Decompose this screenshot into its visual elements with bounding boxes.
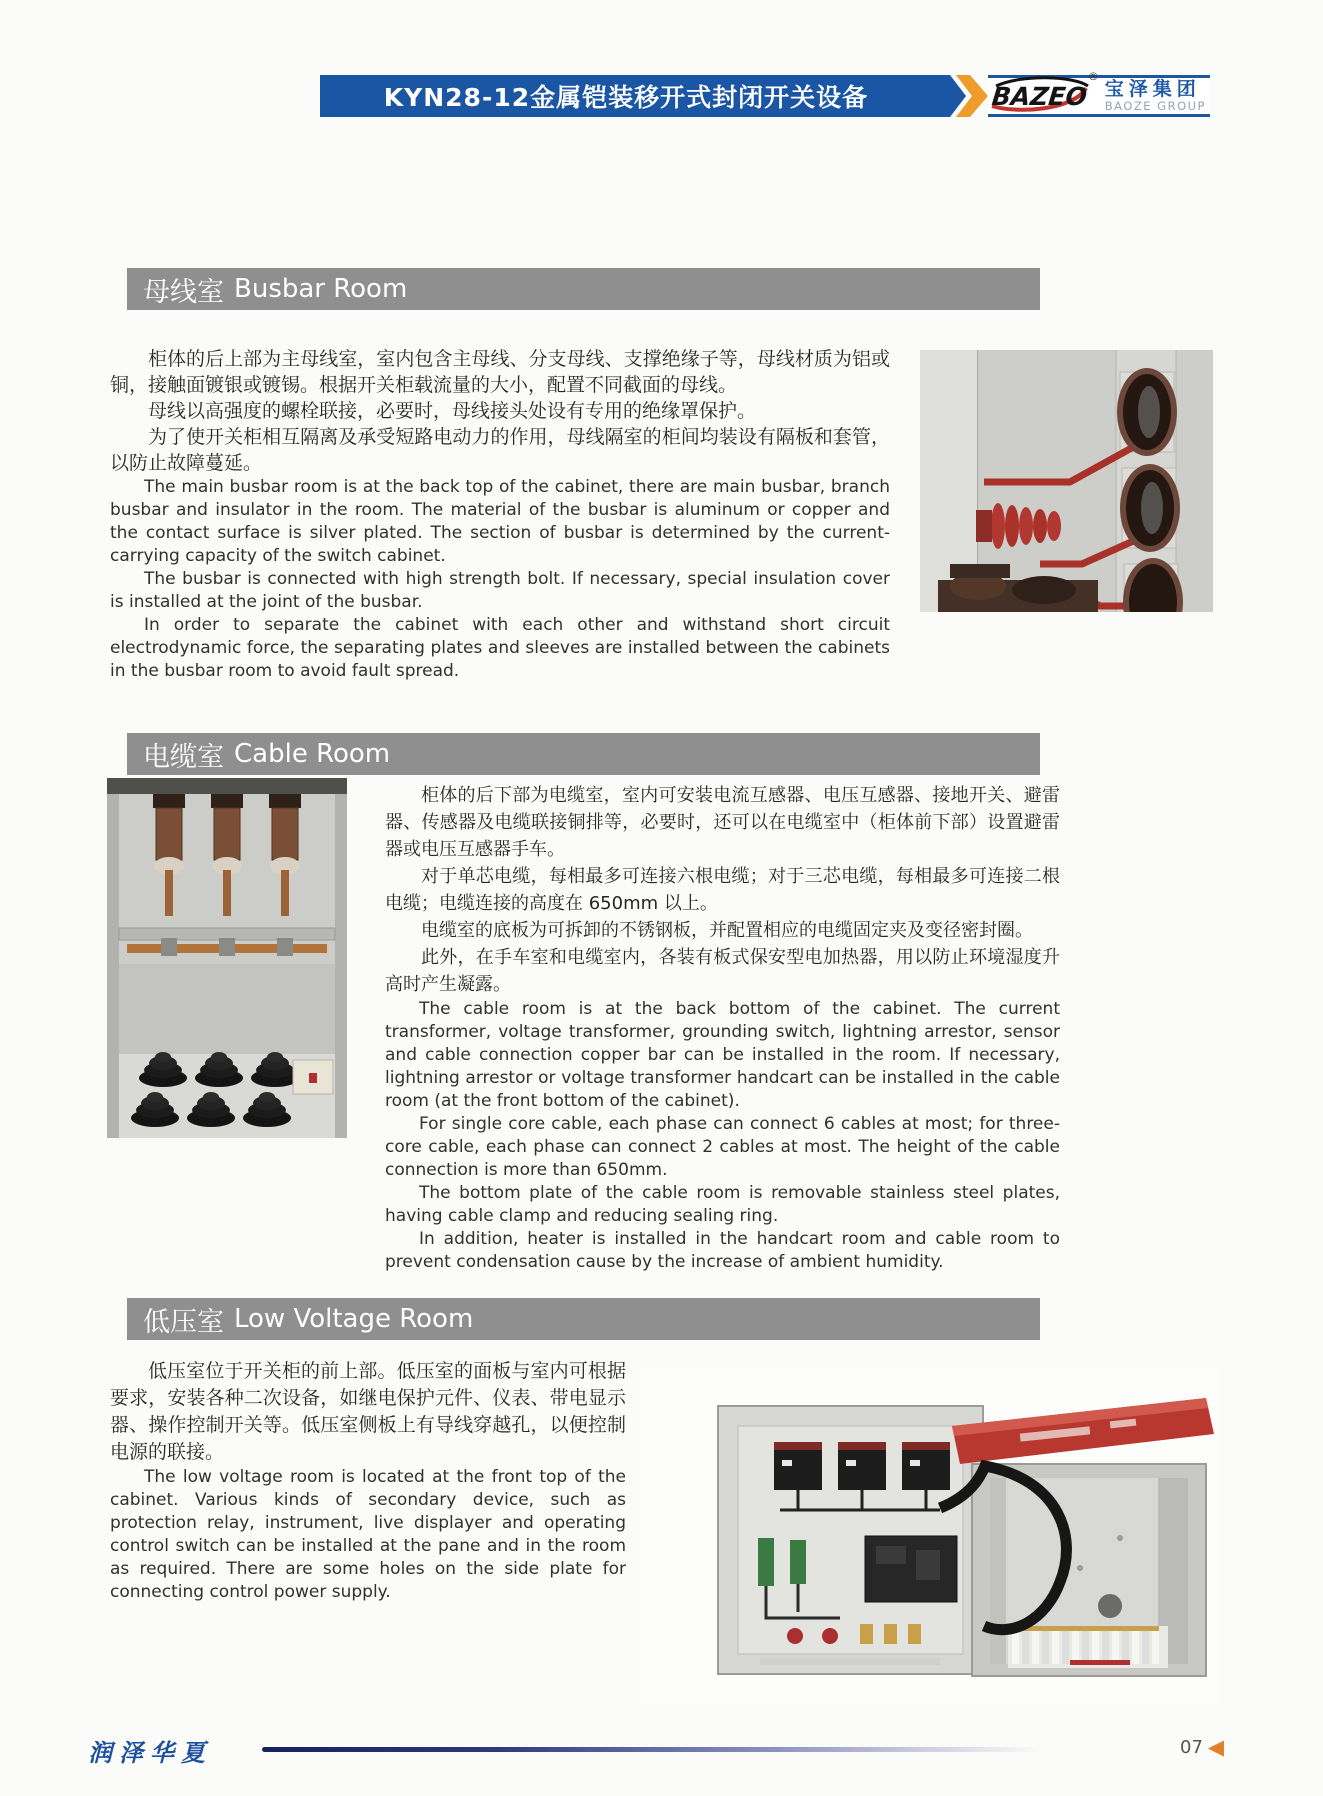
bushing-top: [1117, 368, 1177, 456]
page-title: KYN28-12金属铠装移开式封闭开关设备: [320, 75, 932, 117]
chevron-right-icon: [932, 75, 988, 117]
section-title-cn: 电缆室: [143, 741, 224, 773]
low-voltage-room-photo: [640, 1368, 1220, 1703]
paragraph: 低压室位于开关柜的前上部。低压室的面板与室内可根据要求，安装各种二次设备，如继电保护元件、仪表、带电显示器、操作控制开关等。低压室侧板上有导线穿越孔，以便控制电源的联接。: [110, 1360, 626, 1463]
page-number: 07: [1180, 1737, 1203, 1758]
paragraph: The busbar is connected with high strength bolt. If necessary, special insulation cover is installed at the joint of the busbar.: [110, 569, 890, 612]
busbar-text-block: [110, 346, 890, 683]
page-number-block: [1180, 1737, 1224, 1758]
section-title-cn: 母线室: [143, 276, 224, 308]
paragraph: In order to separate the cabinet with each other and withstand short circuit electrodynamic force, the separating plates and sleeves are installed between the cabinets in the busbar room to avoid fault spread.: [110, 615, 890, 681]
section-title-cn: 低压室: [143, 1306, 224, 1338]
relay-blocks: [774, 1442, 950, 1490]
low-voltage-text-block: [110, 1358, 626, 1604]
page-corner-arrow-icon: ◀: [1207, 1735, 1225, 1759]
paragraph: The main busbar room is at the back top of the cabinet, there are main busbar, branch busbar and insulator in the room. The material of the busbar is aluminum or copper and the contact surface is silver plated. The section of busbar is determined by the current-carrying capacity of the switch cabinet.: [110, 477, 890, 566]
section-title-en: Low Voltage Room: [234, 1304, 474, 1334]
paragraph: The bottom plate of the cable room is removable stainless steel plates, having cable clamp and reducing sealing ring.: [385, 1183, 1060, 1226]
paragraph: The cable room is at the back bottom of the cabinet. The current transformer, voltage transformer, grounding switch, lightning arrestor, sensor and cable connection copper bar can be installed in the room. If necessary, lightning arrestor or voltage transformer handcart can be installed in the cable room (at the front bottom of the cabinet).: [385, 999, 1060, 1111]
paragraph: In addition, heater is installed in the handcart room and cable room to prevent condensation cause by the increase of ambient humidity.: [385, 1229, 1060, 1272]
brand-logo: [988, 69, 1210, 117]
section-title-en: Busbar Room: [234, 274, 408, 304]
paragraph: 柜体的后上部为主母线室，室内包含主母线、分支母线、支撑绝缘子等，母线材质为铝或铜，接触面镀银或镀锡。根据开关柜载流量的大小，配置不同截面的母线。: [110, 348, 890, 396]
brand-name-cn: 宝泽集团: [1104, 78, 1201, 100]
cable-text-block: [385, 782, 1060, 1274]
cable-room-photo: [107, 778, 347, 1138]
logo-wordmark-wrap: [990, 69, 1099, 111]
paragraph: 母线以高强度的螺栓联接，必要时，母线接头处设有专用的绝缘罩保护。: [148, 400, 757, 422]
section-header-busbar: [127, 268, 1040, 310]
footer-brand: 润泽华夏: [88, 1738, 212, 1767]
paragraph: The low voltage room is located at the front top of the cabinet. Various kinds of secondary device, such as protection relay, instrument, live displayer and operating control switch can be installed at the pane and in the room as required. There are some holes on the side plate for connecting control power supply.: [110, 1467, 626, 1602]
cabinet-door: [718, 1406, 983, 1674]
busbar-room-photo: [920, 350, 1213, 612]
footer-rule: [262, 1747, 1040, 1752]
paragraph: 电缆室的底板为可拆卸的不锈钢板，并配置相应的电缆固定夹及变径密封圈。: [421, 920, 1033, 941]
paragraph: 对于单芯电缆，每相最多可连接六根电缆；对于三芯电缆，每相最多可连接二根电缆；电缆连接的高度在 650mm 以上。: [385, 866, 1060, 914]
section-title-en: Cable Room: [234, 739, 391, 769]
paragraph: For single core cable, each phase can connect 6 cables at most; for three-core cable, each phase can connect 2 cables at most. The height of the cable connection is more than 650mm.: [385, 1114, 1060, 1180]
logo-wordmark: BAZEO: [990, 81, 1089, 111]
paragraph: 为了使开关柜相互隔离及承受短路电动力的作用，母线隔室的柜间均装设有隔板和套管，以防止故障蔓延。: [110, 426, 890, 474]
logo-names: [1105, 80, 1206, 112]
cabinet-body: [972, 1464, 1206, 1676]
paragraph: 此外，在手车室和电缆室内，各装有板式保安型电加热器，用以防止环境湿度升高时产生凝露。: [385, 947, 1060, 995]
paragraph: 柜体的后下部为电缆室，室内可安装电流互感器、电压互感器、接地开关、避雷器、传感器及电缆联接铜排等，必要时，还可以在电缆室中（柜体前下部）设置避雷器或电压互感器手车。: [385, 785, 1060, 860]
bushing-middle: [1120, 464, 1180, 552]
header-banner: [320, 69, 1210, 117]
terminal-blocks: [1008, 1626, 1168, 1668]
section-header-low-voltage: [127, 1298, 1040, 1340]
registered-trademark-icon: ®: [1087, 69, 1099, 83]
brand-name-en: BAOZE GROUP: [1104, 98, 1206, 113]
section-header-cable: [127, 733, 1040, 775]
